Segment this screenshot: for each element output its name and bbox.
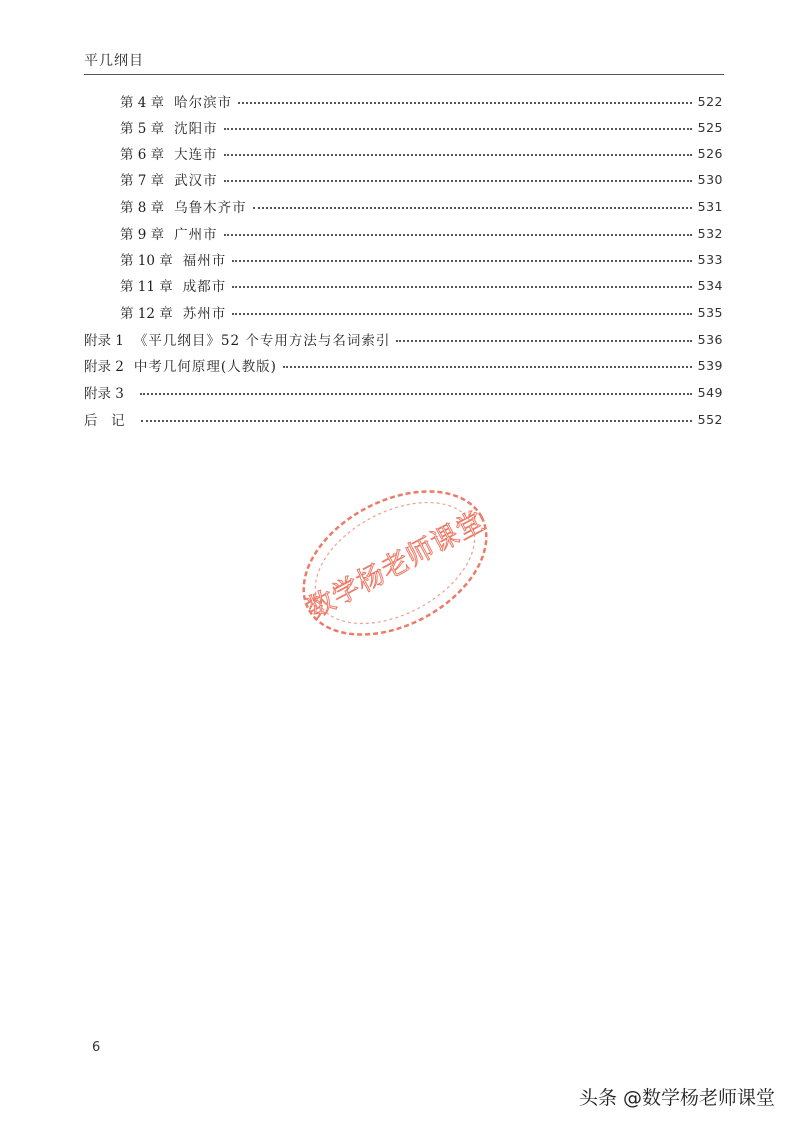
running-header-title: 平几纲目 — [84, 53, 144, 69]
toc-entry-page: 522 — [697, 93, 723, 109]
dot-leader — [238, 92, 691, 104]
toc-entry-title: 福州市 — [182, 253, 227, 269]
dot-leader — [396, 330, 691, 342]
toc-entry-appendix[interactable] — [84, 326, 723, 352]
toc-entry[interactable] — [120, 220, 723, 246]
toc-entry-page: 534 — [697, 277, 723, 293]
toc-entry-number: 第 7 章 — [120, 173, 165, 189]
toc-entry-number: 附录 2 — [84, 359, 124, 375]
toc-entry-title: 大连市 — [174, 147, 218, 163]
toc-entry[interactable] — [120, 299, 723, 325]
toc-entry-page: 535 — [697, 304, 723, 320]
toc-entry-title: 乌鲁木齐市 — [174, 200, 247, 216]
dot-leader — [232, 276, 691, 288]
toc-entry-appendix[interactable] — [84, 352, 723, 378]
toc-entry-page: 552 — [697, 411, 723, 427]
toc-entry-title: 成都市 — [182, 279, 227, 295]
toc-entry-number: 后 记 — [84, 413, 125, 429]
dot-leader — [283, 356, 692, 368]
toc-entry-number: 第 8 章 — [120, 200, 165, 216]
dot-leader — [224, 170, 692, 182]
toc-entry-page: 531 — [697, 198, 723, 214]
toc-entry[interactable] — [120, 140, 723, 166]
toc-entry[interactable] — [120, 246, 723, 272]
toc-entry-page: 530 — [697, 171, 723, 187]
toc-entry-number: 第 9 章 — [120, 227, 165, 243]
toc-entry-page: 549 — [697, 384, 723, 400]
toc-entry[interactable] — [120, 272, 723, 298]
dot-leader — [224, 118, 692, 130]
toc-entry-page: 532 — [697, 225, 723, 241]
toc-entry-page: 525 — [697, 119, 723, 135]
dot-leader — [224, 224, 692, 236]
dot-leader — [140, 383, 692, 395]
toc-entry-title: 沈阳市 — [174, 121, 218, 137]
toc-entry[interactable] — [120, 193, 723, 219]
toc-entry-number: 第 10 章 — [120, 253, 173, 269]
toc-entry-page: 533 — [697, 251, 723, 267]
toc-entry-number: 第 4 章 — [120, 95, 165, 111]
header-rule — [84, 74, 724, 75]
stamp-text: 数学杨老师课堂 — [302, 505, 490, 625]
toc-entry[interactable] — [120, 88, 723, 114]
toc-entry-number: 附录 3 — [84, 386, 124, 402]
toc-entry-number: 第 5 章 — [120, 121, 165, 137]
dot-leader — [232, 303, 691, 315]
toc-entry-afterword[interactable] — [84, 406, 723, 432]
toc-entry[interactable] — [120, 114, 723, 140]
toc-entry-appendix[interactable] — [84, 379, 723, 405]
dot-leader — [224, 144, 692, 156]
toc-entry-title: 武汉市 — [174, 173, 218, 189]
toc-entry-page: 539 — [697, 357, 723, 373]
toc-entry-number: 第 6 章 — [120, 147, 165, 163]
toc-entry-page: 526 — [697, 145, 723, 161]
toc-entry-title: 中考几何原理(人教版) — [133, 359, 277, 375]
dot-leader — [141, 410, 692, 422]
dot-leader — [232, 250, 691, 262]
page-number: 6 — [92, 1040, 101, 1055]
toc-entry-number: 第 12 章 — [120, 306, 173, 322]
toc-entry-title: 苏州市 — [182, 306, 227, 322]
toc-entry-number: 第 11 章 — [120, 279, 173, 295]
toc-entry[interactable] — [120, 166, 723, 192]
toc-entry-title: 哈尔滨市 — [174, 95, 233, 111]
toc-entry-title: 《平几纲目》52 个专用方法与名词索引 — [133, 333, 391, 349]
toc-entry-title: 广州市 — [174, 227, 218, 243]
toc-entry-number: 附录 1 — [84, 333, 124, 349]
dot-leader — [253, 197, 692, 209]
toc-entry-page: 536 — [697, 331, 723, 347]
platform-watermark: 头条 @数学杨老师课堂 — [578, 1087, 775, 1109]
stamp-seal — [290, 478, 500, 648]
